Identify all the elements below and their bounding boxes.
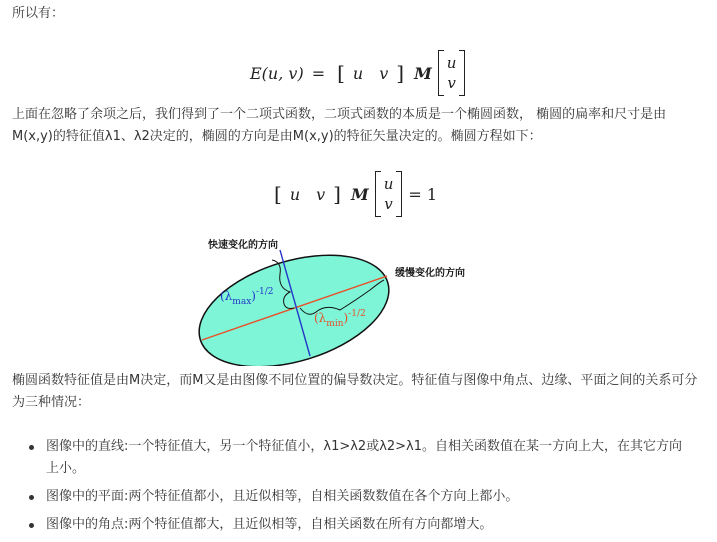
list-item (20, 486, 690, 508)
lambda-min-label: $(\lambda_{min})^{-1/2}$ (314, 309, 366, 329)
list-item (20, 436, 690, 480)
eq1-row-v: v (379, 63, 389, 83)
eq2-row-open: [ (274, 182, 282, 206)
intro-text: 所以有： (12, 6, 65, 21)
eq1-row-vector (337, 61, 404, 85)
equation-ellipse (270, 171, 437, 217)
eq1-col-u: u (446, 54, 457, 72)
list-item-text: 图像中的角点:两个特征值都大，且近似相等，自相关函数在所有方向都增大。 (46, 517, 493, 532)
label-slow-direction: 缓慢变化的方向 (395, 268, 465, 279)
eq1-row-close: ] (396, 61, 405, 85)
eq2-col-v: v (384, 195, 393, 213)
eq2-row-u: u (289, 184, 301, 204)
ellipse-diagram (190, 232, 490, 366)
eq2-column-vector (375, 171, 403, 217)
lambda-max-label: $(\lambda_{max})^{-1/2}$ (220, 287, 274, 307)
eq1-lhs: E(u, v) (250, 63, 304, 83)
bullet-dot-icon (29, 445, 34, 450)
list-item (20, 514, 690, 536)
list-item-text: 图像中的直线:一个特征值大，另一个特征值小，λ1>λ2或λ2>λ1。自相关函数值在某一方向上大，在其它方向上小。 (46, 439, 683, 476)
eq2-rhs: = 1 (408, 184, 438, 204)
label-fast-direction: 快速变化的方向 (208, 240, 278, 251)
equation-energy (250, 50, 465, 96)
cases-list (20, 436, 690, 542)
eq2-col-u: u (383, 175, 394, 193)
eq2-row-close: ] (333, 182, 341, 206)
bullet-dot-icon (29, 495, 34, 500)
eq1-row-u: u (352, 63, 364, 83)
eq1-col-v: v (447, 74, 456, 92)
eq1-column-vector (438, 50, 466, 96)
list-item-text: 图像中的平面:两个特征值都小，且近似相等，自相关函数数值在各个方向上都小。 (46, 489, 519, 504)
paragraph-eigen: 椭圆函数特征值是由M决定，而M又是由图像不同位置的偏导数决定。特征值与图像中角点、边缘、平面之间的关系可分为三种情况： (12, 373, 698, 410)
eq1-matrix: M (414, 63, 432, 83)
eq1-row-open: [ (337, 61, 345, 85)
eq2-row-v: v (316, 184, 326, 204)
eq2-row-vector (274, 182, 341, 206)
paragraph-ellipse: 上面在忽略了余项之后，我们得到了一个二项式函数，二项式函数的本质是一个椭圆函数， 椭圆的扁率和尺寸是由M(x,y)的特征值λ1、λ2决定的，椭圆的方向是由M(x,y)的特征矢量决定的。椭圆方程如下： (12, 107, 667, 144)
bullet-dot-icon (29, 523, 34, 528)
eq1-equals: = (311, 63, 326, 83)
eq2-matrix: M (350, 184, 369, 204)
